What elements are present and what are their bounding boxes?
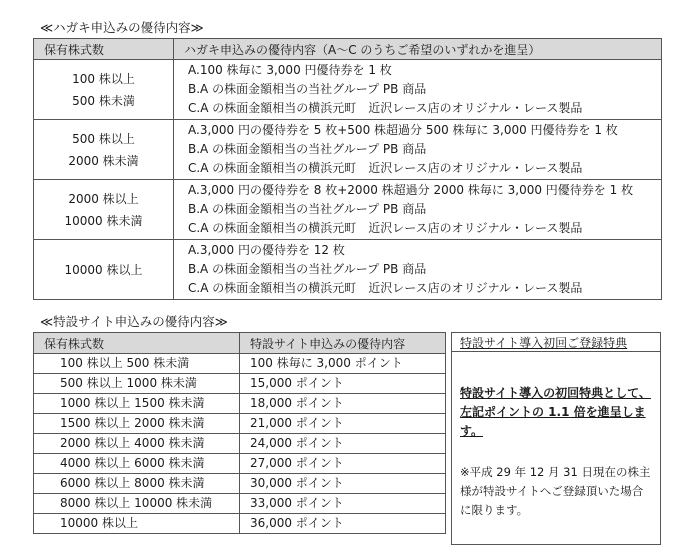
option-c: C.A の株面金額相当の横浜元町 近沢レース店のオリジナル・レース製品 [188, 161, 583, 175]
header-website-benefit: 特設サイト申込みの優待内容 [240, 333, 446, 354]
table-row [34, 120, 662, 180]
option-a: A.100 株毎に 3,000 円優待券を 1 枚 [188, 63, 392, 77]
range-from: 100 株以上 [72, 71, 135, 86]
website-benefit-table [33, 332, 446, 534]
table-row [34, 514, 446, 534]
holdings-range: 10000 株以上 [34, 514, 240, 534]
table-row [34, 494, 446, 514]
range-to: 10000 株未満 [64, 213, 143, 228]
option-a: A.3,000 円の優待券を 8 枚+2000 株超過分 2000 株毎に 3,000 円優待券を 1 枚 [188, 183, 634, 197]
option-c: C.A の株面金額相当の横浜元町 近沢レース店のオリジナル・レース製品 [188, 101, 583, 115]
range-to: 2000 株未満 [68, 153, 139, 168]
points-value: 27,000 ポイント [240, 454, 446, 474]
points-value: 21,000 ポイント [240, 414, 446, 434]
option-c: C.A の株面金額相当の横浜元町 近沢レース店のオリジナル・レース製品 [188, 221, 583, 235]
holdings-range [34, 60, 174, 120]
special-benefit-header: 特設サイト導入初回ご登録特典 [451, 332, 661, 352]
points-value: 33,000 ポイント [240, 494, 446, 514]
table-row [34, 60, 662, 120]
points-value: 36,000 ポイント [240, 514, 446, 534]
table-row [34, 394, 446, 414]
holdings-range: 500 株以上 1000 株未満 [34, 374, 240, 394]
option-b: B.A の株面金額相当の当社グループ PB 商品 [188, 262, 427, 276]
table-row [34, 434, 446, 454]
holdings-range: 2000 株以上 4000 株未満 [34, 434, 240, 454]
special-benefit-line-2: 左記ポイントの 1.1 倍を進呈します。 [460, 405, 646, 438]
holdings-range [34, 120, 174, 180]
range-to: 500 株未満 [72, 93, 135, 108]
table-row [34, 374, 446, 394]
option-a: A.3,000 円の優待券を 12 枚 [188, 243, 345, 257]
option-a: A.3,000 円の優待券を 5 枚+500 株超過分 500 株毎に 3,000 円優待券を 1 枚 [188, 123, 618, 137]
benefit-options [174, 240, 662, 300]
holdings-range: 1000 株以上 1500 株未満 [34, 394, 240, 414]
section1-title: ≪ハガキ申込みの優待内容≫ [40, 20, 204, 35]
table-row [34, 474, 446, 494]
points-value: 15,000 ポイント [240, 374, 446, 394]
holdings-range [34, 240, 174, 300]
points-value: 18,000 ポイント [240, 394, 446, 414]
points-value: 24,000 ポイント [240, 434, 446, 454]
table-row [34, 180, 662, 240]
option-b: B.A の株面金額相当の当社グループ PB 商品 [188, 142, 427, 156]
special-benefit-box [451, 352, 661, 545]
benefit-options [174, 60, 662, 120]
table-header-row [34, 39, 662, 60]
range-from: 500 株以上 [72, 131, 135, 146]
holdings-range [34, 180, 174, 240]
header-holdings: 保有株式数 [34, 333, 240, 354]
header-holdings: 保有株式数 [34, 39, 174, 60]
special-benefit-note: ※平成 29 年 12 月 31 日現在の株主様が特設サイトへご登録頂いた場合に限ります。 [460, 465, 651, 517]
table-header-row [34, 333, 446, 354]
holdings-range: 4000 株以上 6000 株未満 [34, 454, 240, 474]
benefit-options [174, 180, 662, 240]
range-from: 2000 株以上 [68, 191, 139, 206]
holdings-range: 100 株以上 500 株未満 [34, 354, 240, 374]
table-row [34, 354, 446, 374]
holdings-range: 6000 株以上 8000 株未満 [34, 474, 240, 494]
holdings-range: 8000 株以上 10000 株未満 [34, 494, 240, 514]
range-from: 10000 株以上 [64, 262, 143, 277]
option-b: B.A の株面金額相当の当社グループ PB 商品 [188, 82, 427, 96]
section2-title: ≪特設サイト申込みの優待内容≫ [40, 314, 228, 329]
header-hagaki-benefit: ハガキ申込みの優待内容（A～C のうちご希望のいずれかを進呈） [174, 39, 662, 60]
points-value: 30,000 ポイント [240, 474, 446, 494]
special-benefit-line-1: 特設サイト導入の初回特典として、 [460, 386, 651, 400]
benefit-options [174, 120, 662, 180]
points-value: 100 株毎に 3,000 ポイント [240, 354, 446, 374]
option-b: B.A の株面金額相当の当社グループ PB 商品 [188, 202, 427, 216]
table-row [34, 454, 446, 474]
option-c: C.A の株面金額相当の横浜元町 近沢レース店のオリジナル・レース製品 [188, 281, 583, 295]
table-row [34, 240, 662, 300]
hagaki-benefit-table [33, 38, 662, 300]
table-row [34, 414, 446, 434]
holdings-range: 1500 株以上 2000 株未満 [34, 414, 240, 434]
